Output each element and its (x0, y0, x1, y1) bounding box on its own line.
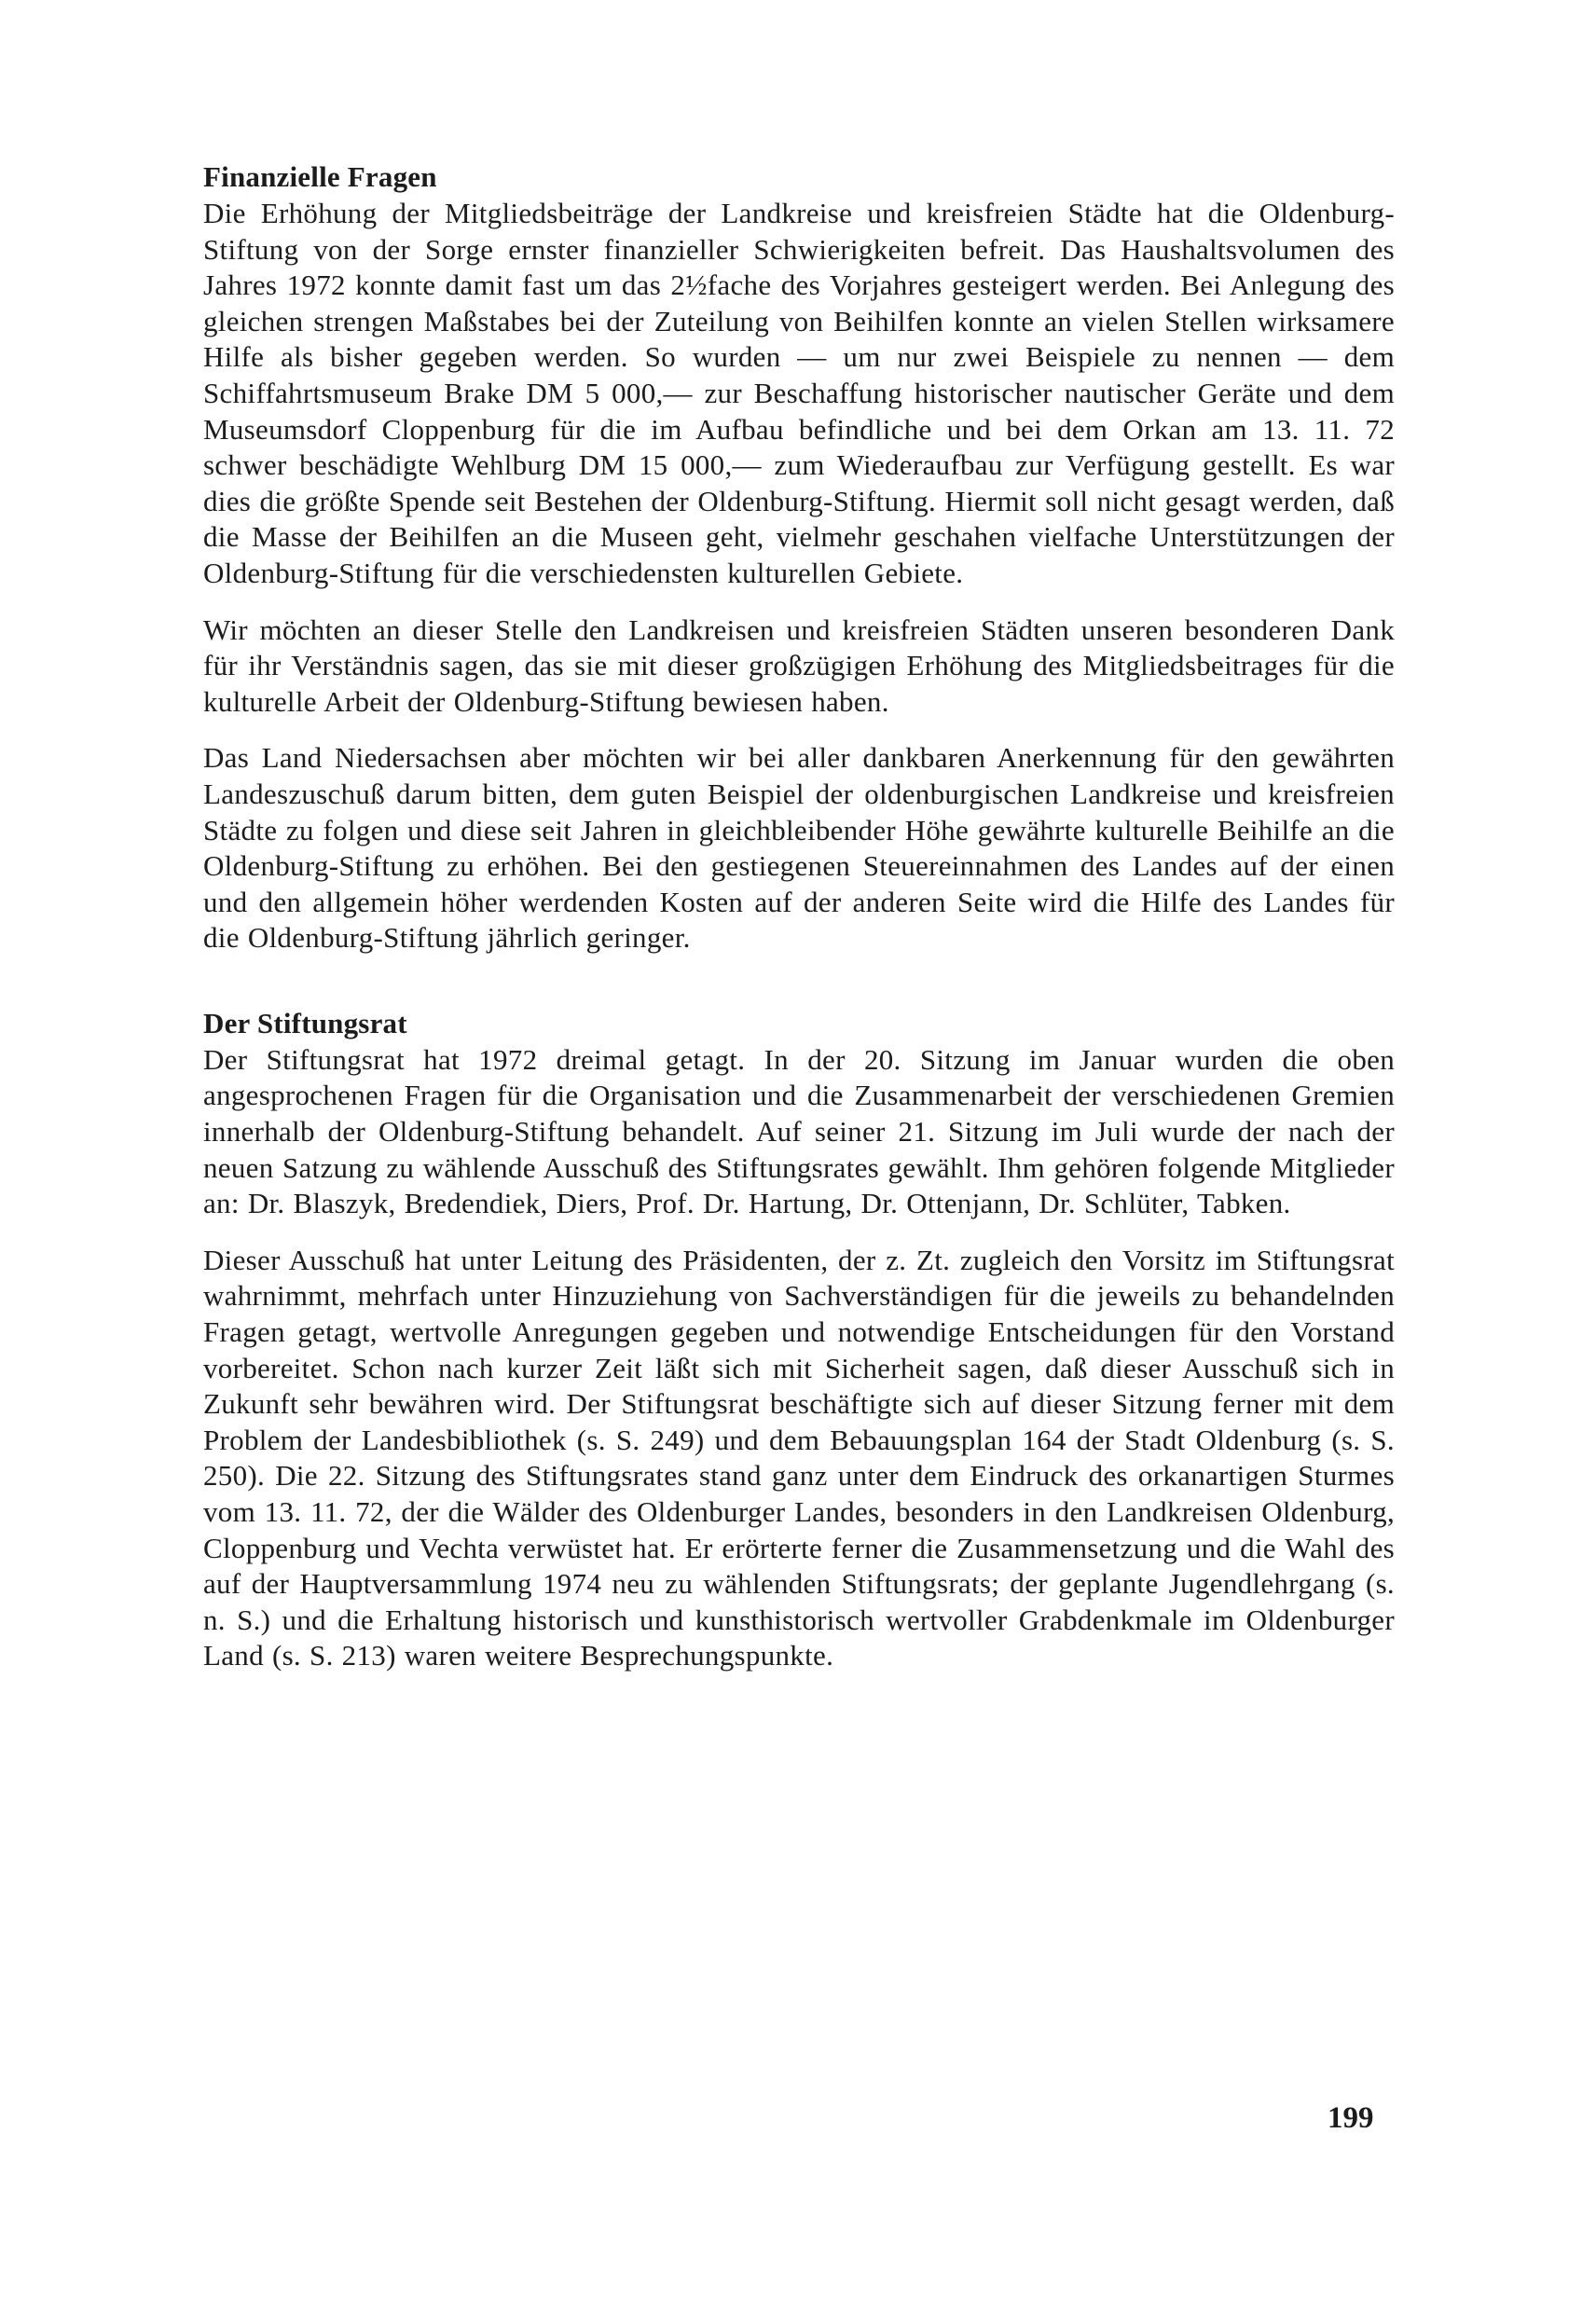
text-block (203, 158, 1395, 1674)
paragraph: Wir möchten an dieser Stelle den Landkreisen und kreisfreien Städten unseren besonderen Dank für ihr Verständnis sagen, das sie mit dieser großzügigen Erhöhung des Mitgliedsbeitrages für die kulturelle Arbeit der Oldenburg-Stiftung bewiesen haben. (203, 612, 1395, 718)
section-finanzielle-fragen (203, 158, 1395, 956)
paragraph: Der Stiftungsrat hat 1972 dreimal getagt. In der 20. Sitzung im Januar wurden die oben angesprochenen Fragen für die Organisation und die Zusammenarbeit der verschiedenen Gremien innerhalb der Oldenburg-Stiftung behandelt. Auf seiner 21. Sitzung im Juli wurde der nach der neuen Satzung zu wählende Ausschuß des Stiftungsrates gewählt. Ihm gehören folgende Mitglieder an: Dr. Blaszyk, Bredendiek, Diers, Prof. Dr. Hartung, Dr. Ottenjann, Dr. Schlüter, Tabken. (203, 1042, 1395, 1220)
section-heading: Finanzielle Fragen (203, 160, 437, 193)
paragraph: Dieser Ausschuß hat unter Leitung des Präsidenten, der z. Zt. zugleich den Vorsitz im Stiftungsrat wahrnimmt, mehrfach unter Hinzuziehung von Sachverständigen für die jeweils zu behandelnden Fragen getagt, wertvolle Anregungen gegeben und notwendige Entscheidungen für den Vorstand vorbereitet. Schon nach kurzer Zeit läßt sich mit Sicherheit sagen, daß dieser Ausschuß sich in Zukunft sehr bewähren wird. Der Stiftungsrat beschäftigte sich auf dieser Sitzung ferner mit dem Problem der Landesbibliothek (s. S. 249) und dem Bebauungsplan 164 der Stadt Oldenburg (s. S. 250). Die 22. Sitzung des Stiftungsrates stand ganz unter dem Eindruck des orkanartigen Sturmes vom 13. 11. 72, der die Wälder des Oldenburger Landes, besonders in den Landkreisen Oldenburg, Cloppenburg und Vechta verwüstet hat. Er erörterte ferner die Zusammensetzung und die Wahl des auf der Hauptversammlung 1974 neu zu wählenden Stiftungsrats; der geplante Jugendlehrgang (s. n. S.) und die Erhaltung historisch und kunsthistorisch wertvoller Grabdenkmale im Oldenburger Land (s. S. 213) waren weitere Besprechungspunkte. (203, 1243, 1395, 1672)
page-number: 199 (1328, 2101, 1374, 2135)
paragraph: Die Erhöhung der Mitgliedsbeiträge der Landkreise und kreisfreien Städte hat die Oldenburg-Stiftung von der Sorge ernster finanzieller Schwierigkeiten befreit. Das Haushaltsvolumen des Jahres 1972 konnte damit fast um das 2½fache des Vorjahres gesteigert werden. Bei Anlegung des gleichen strengen Maßstabes bei der Zuteilung von Beihilfen konnte an vielen Stellen wirksamere Hilfe als bisher gegeben werden. So wurden — um nur zwei Beispiele zu nennen — dem Schiffahrtsmuseum Brake DM 5 000,— zur Beschaffung historischer nautischer Geräte und dem Museumsdorf Cloppenburg für die im Aufbau befindliche und bei dem Orkan am 13. 11. 72 schwer beschädigte Wehlburg DM 15 000,— zum Wiederaufbau zur Verfügung gestellt. Es war dies die größte Spende seit Bestehen der Oldenburg-Stiftung. Hiermit soll nicht gesagt werden, daß die Masse der Beihilfen an die Museen geht, vielmehr geschahen vielfache Unterstützungen der Oldenburg-Stiftung für die verschiedensten kulturellen Gebiete. (203, 197, 1395, 589)
section-der-stiftungsrat (203, 1005, 1395, 1674)
section-heading: Der Stiftungsrat (203, 1006, 407, 1039)
paragraph: Das Land Niedersachsen aber möchten wir bei aller dankbaren Anerkennung für den gewährten Landeszuschuß darum bitten, dem guten Beispiel der oldenburgischen Landkreise und kreisfreien Städte zu folgen und diese seit Jahren in gleichbleibender Höhe gewährte kulturelle Beihilfe an die Oldenburg-Stiftung zu erhöhen. Bei den gestiegenen Steuereinnahmen des Landes auf der einen und den allgemein höher werdenden Kosten auf der anderen Seite wird die Hilfe des Landes für die Oldenburg-Stiftung jährlich geringer. (203, 741, 1395, 955)
